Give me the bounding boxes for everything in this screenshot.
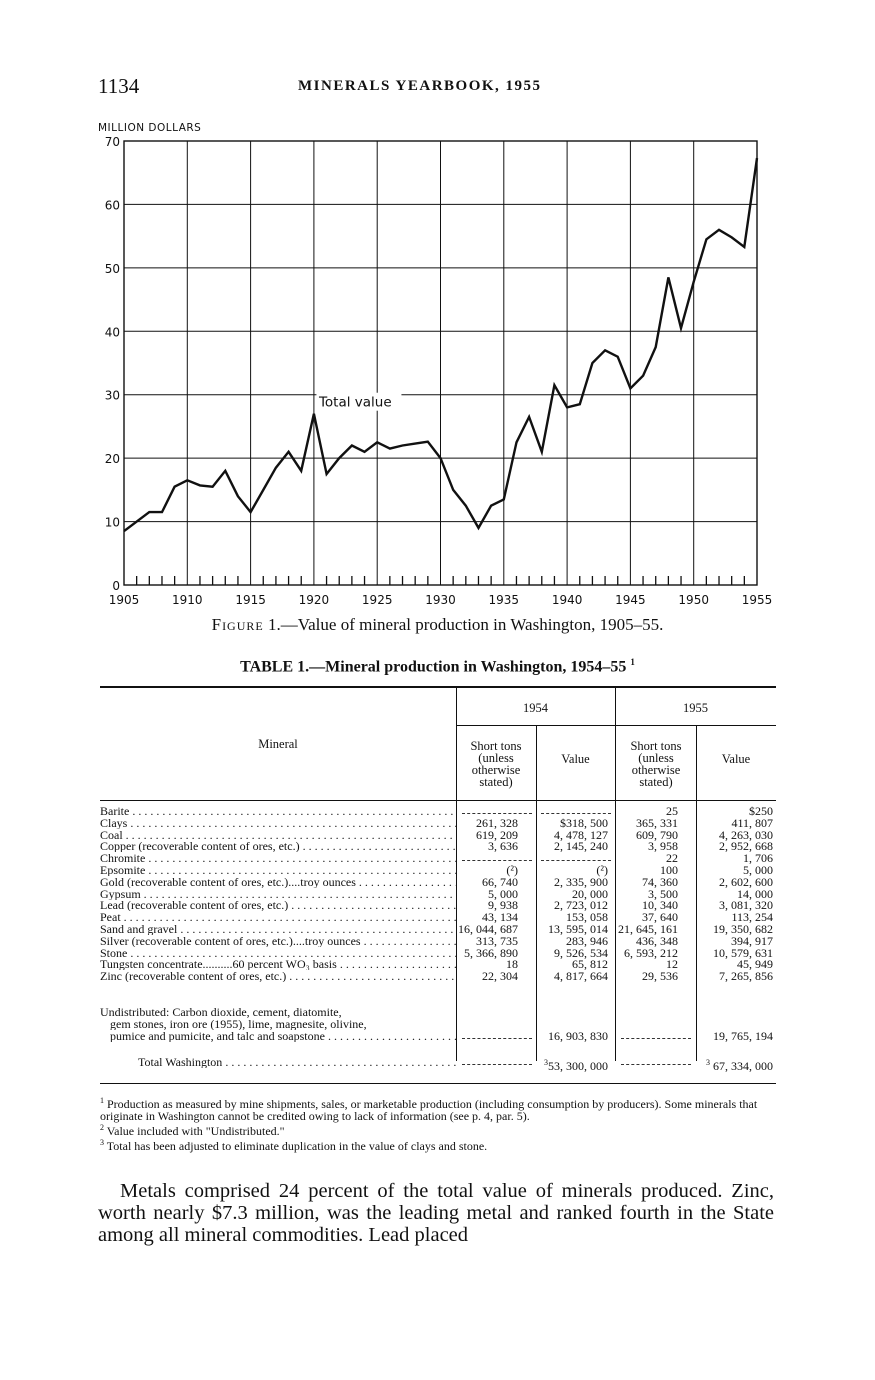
mineral-name: Epsomite . . . [100,865,456,876]
value-1954: 65, 812 [572,957,608,972]
dash [621,1064,691,1065]
y-tick-label: 10 [104,515,120,530]
x-tick-label: 1920 [298,593,330,607]
value-1955: 14, 000 [737,886,773,901]
mineral-name: Gold (recoverable content of ores, etc.)....troy ounces . . . [100,877,456,888]
qty-1955: 436, 348 [636,933,678,948]
value-1955: 411, 807 [731,815,773,830]
qty-1955: 29, 536 [642,969,678,984]
dash [541,813,611,814]
page-header [98,74,788,104]
figure-label: Figure [211,615,264,634]
y-tick-label: 60 [104,198,120,213]
x-tick-label: 1905 [108,593,140,607]
mineral-name: Sand and gravel . . . [100,924,456,935]
header-value-1955: Value [721,752,751,766]
qty-1955: 3, 500 [648,886,678,901]
undistributed-row-2 [100,1019,776,1030]
value-1955: 10, 579, 631 [713,945,773,960]
undistributed-line-3: pumice and pumicite, and talc and soapstone . . . [100,1031,456,1042]
figure-caption-text: 1.—Value of mineral production in Washington, 1905–55. [263,615,664,634]
mineral-name: Gypsum . . . [100,889,456,900]
footnote-text-3: Total has been adjusted to eliminate duplication in the value of clays and stone. [106,1139,488,1153]
value-1954: 9, 526, 534 [554,945,608,960]
running-title: MINERALS YEARBOOK, 1955 [298,78,542,94]
value-1955: $250 [749,804,773,818]
total-note-1955: 3 [706,1058,710,1067]
value-1955: 2, 952, 668 [719,839,773,854]
footnote-mark-2: 2 [100,1123,104,1132]
qty-1954: 313, 735 [476,933,518,948]
undistributed-row-3 [100,1031,776,1042]
annotation-total-value: Total value [318,394,392,411]
header-qty-1954: Short tons (unless otherwise stated) [470,739,522,789]
table-bottom-rule [100,1083,776,1084]
mineral-name: Stone . . . [100,948,456,959]
total-row [100,1057,776,1073]
x-tick-label: 1930 [425,593,456,607]
header-year-1955: 1955 [683,701,708,715]
qty-1955: 37, 640 [642,910,678,925]
total-value-1954-text: 53, 300, 000 [548,1059,608,1073]
footnote-text-1: Production as measured by mine shipments, sales, or marketable production (including consumption by producers). Some minerals that originate in Washington cannot be credited owing to lack of information (see p. 4, par. 5). [100,1097,758,1123]
mineral-name: Barite . . . [100,806,456,817]
y-tick-label: 50 [104,261,120,276]
table-row [100,971,776,982]
header-qty-1955: Short tons (unless otherwise stated) [630,739,682,789]
y-tick-label: 20 [104,452,120,467]
qty-1954: 261, 328 [476,815,518,830]
mineral-name: Copper (recoverable content of ores, etc.) . . . [100,841,456,852]
qty-1955: 365, 331 [636,815,678,830]
value-1955: 2, 602, 600 [719,874,773,889]
table-title-text: TABLE 1.—Mineral production in Washington, 1954–55 [240,658,627,676]
value-1954: (²) [596,863,608,877]
total-value-1954 [544,1057,608,1072]
qty-1955: 25 [666,804,678,818]
qty-1954: 18 [506,957,518,972]
qty-1954: 3, 636 [488,839,518,854]
undistributed-line-1: Undistributed: Carbon dioxide, cement, diatomite, [100,1007,342,1018]
value-1955: 113, 254 [731,910,773,925]
qty-1955: 22 [666,851,678,866]
value-1955: 5, 000 [743,863,773,877]
total-value-1955-text: 67, 334, 000 [713,1059,773,1073]
footnote-text-2: Value included with "Undistributed." [106,1124,285,1138]
line-chart-svg [96,118,786,618]
page-number: 1134 [98,74,140,98]
qty-1955: 3, 958 [648,839,678,854]
value-1955: 1, 706 [743,851,773,866]
body-text [98,1180,774,1246]
undistributed-row-1 [100,1007,776,1018]
x-tick-label: 1915 [235,593,266,607]
x-tick-label: 1925 [361,593,393,607]
qty-1954: 16, 044, 687 [458,922,518,936]
x-tick-label: 1945 [615,593,646,607]
x-tick-label: 1940 [551,593,583,607]
total-note-1954: 3 [544,1058,548,1067]
value-1955: 45, 949 [737,957,773,972]
value-1954: 4, 817, 664 [554,969,608,984]
header-bottom-rule [100,800,776,801]
footnote-mark-1: 1 [100,1096,104,1105]
x-tick-label: 1910 [172,593,203,607]
mineral-name: Tungsten concentrate..........60 percent WO₃ basis . . . [100,959,456,970]
value-1955: 19, 350, 682 [713,922,773,936]
mineral-name: Lead (recoverable content of ores, etc.) . . . [100,900,456,911]
qty-1954: 43, 134 [482,910,518,925]
mineral-name: Peat . . . [100,912,456,923]
value-chart [96,118,786,618]
footnote-2 [100,1122,776,1137]
qty-1955: 74, 360 [642,874,678,889]
qty-1955: 12 [666,957,678,972]
mineral-name: Coal . . . [100,830,456,841]
qty-1954: (²) [506,863,518,877]
x-tick-label: 1935 [488,593,520,607]
mineral-name: Clays . . . [100,818,456,829]
total-label: Total Washington . . . [100,1057,456,1068]
value-1955: 7, 265, 856 [719,969,773,984]
y-tick-label: 40 [104,325,120,340]
mineral-name: Silver (recoverable content of ores, etc.)....troy ounces . . . [100,936,456,947]
qty-1954: 9, 938 [488,898,518,913]
dash [541,860,611,861]
footnote-3 [100,1137,776,1152]
table-title-note: 1 [630,657,635,667]
value-1954: 153, 058 [566,910,608,925]
qty-1955: 6, 593, 212 [624,945,678,960]
footnote-1 [100,1095,776,1122]
qty-1955: 21, 645, 161 [618,922,678,936]
dash [621,1038,691,1039]
table-top-rule [100,686,776,688]
qty-1954: 5, 000 [488,886,518,901]
header-year-1954: 1954 [523,701,548,715]
value-1955: 394, 917 [731,933,773,948]
value-1954: 2, 145, 240 [554,839,608,854]
x-tick-label: 1955 [741,593,773,607]
qty-1954: 5, 366, 890 [464,945,518,960]
footnotes [100,1095,776,1152]
body-paragraph: Metals comprised 24 percent of the total value of minerals produced. Zinc, worth nearly $7.3 million, was the leading metal and ranked fourth in the State among all mineral commodities. Lead placed [98,1180,774,1246]
value-1955: 3, 081, 320 [719,898,773,913]
header-mineral: Mineral [258,737,298,751]
dash [462,813,532,814]
y-tick-label: 0 [112,579,120,593]
total-value-1955 [706,1057,773,1072]
dash [462,1038,532,1039]
undistributed-value-1955: 19, 765, 194 [713,1029,773,1043]
x-tick-label: 1950 [678,593,709,607]
value-1954: 283, 946 [566,933,608,948]
value-1954: 2, 723, 012 [554,898,608,913]
qty-1955: 609, 790 [636,827,678,842]
mineral-name: Zinc (recoverable content of ores, etc.) . . . [100,971,456,982]
qty-1954: 619, 209 [476,827,518,842]
dash [462,860,532,861]
y-axis-label: MILLION DOLLARS [98,122,202,134]
footnote-mark-3: 3 [100,1138,104,1147]
table-title [0,657,875,676]
figure-caption [0,615,875,635]
qty-1954: 66, 740 [482,874,518,889]
mineral-name: Chromite . . . [100,853,456,864]
value-1954: 20, 000 [572,886,608,901]
undistributed-line-2: gem stones, iron ore (1955), lime, magnesite, olivine, [110,1019,367,1030]
year-rule [456,725,776,726]
qty-1955: 100 [660,863,678,877]
y-tick-label: 70 [104,135,120,149]
dash [462,1064,532,1065]
qty-1954: 22, 304 [482,969,518,984]
header-value-1954: Value [561,752,590,766]
y-tick-label: 30 [104,388,120,403]
undistributed-value-1954: 16, 903, 830 [548,1029,608,1043]
value-1954: 13, 595, 014 [548,922,608,936]
value-1954: 4, 478, 127 [554,827,608,842]
value-1955: 4, 263, 030 [719,827,773,842]
value-1954: $318, 500 [560,815,608,830]
value-1954: 2, 335, 900 [554,874,608,889]
qty-1955: 10, 340 [642,898,678,913]
